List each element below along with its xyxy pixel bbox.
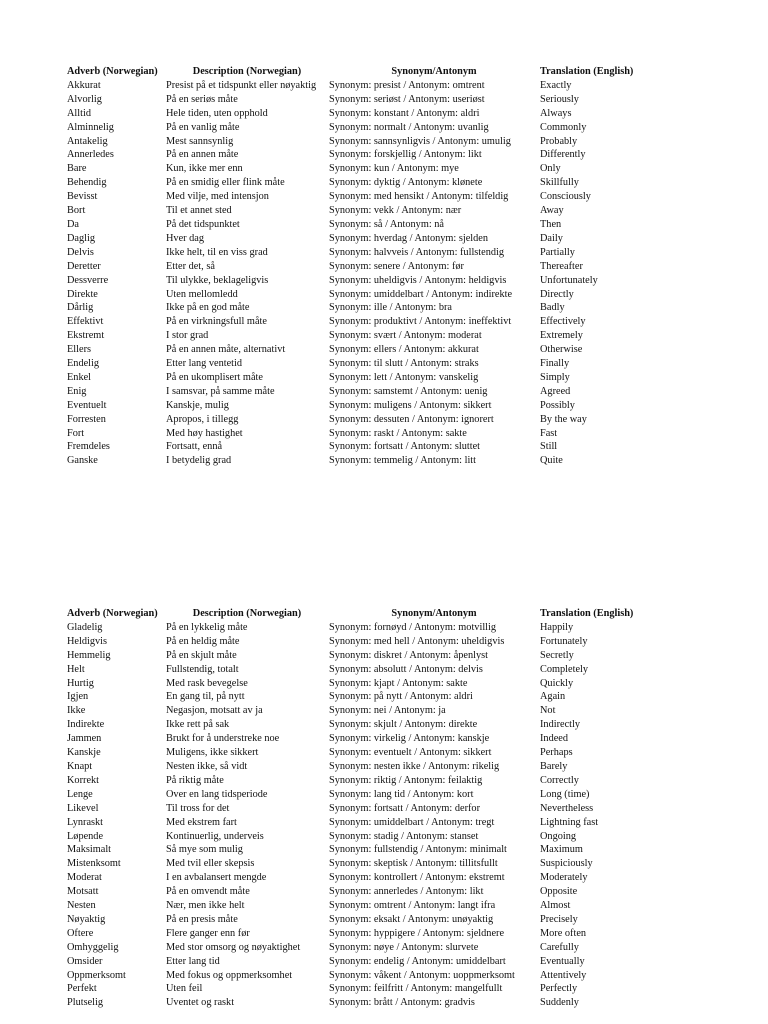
- table-row: [66, 927, 649, 941]
- table-row: [66, 718, 649, 732]
- translation-cell: Quickly: [540, 677, 574, 689]
- description-cell: Nær, men ikke helt: [166, 900, 245, 912]
- translation-cell: Fortunately: [540, 635, 588, 647]
- table-row: [66, 79, 649, 93]
- synonym-antonym-cell: Synonym: dessuten / Antonym: ignorert: [329, 413, 494, 425]
- adverb-cell: Heldigvis: [67, 635, 108, 647]
- translation-cell: Ongoing: [540, 830, 577, 842]
- table-row: [66, 121, 649, 135]
- synonym-antonym-cell: Synonym: skjult / Antonym: direkte: [329, 719, 478, 731]
- translation-cell: Nevertheless: [540, 802, 594, 814]
- translation-cell: Lightning fast: [540, 816, 599, 828]
- translation-cell: Quite: [540, 455, 563, 467]
- synonym-antonym-cell: Synonym: ellers / Antonym: akkurat: [329, 344, 479, 356]
- synonym-antonym-cell: Synonym: umiddelbart / Antonym: tregt: [329, 816, 495, 828]
- table-header-row: [66, 607, 649, 621]
- table-row: [66, 93, 649, 107]
- translation-cell: Away: [540, 205, 564, 217]
- adverb-cell: Alvorlig: [67, 93, 102, 105]
- adverb-table-1: [66, 65, 649, 468]
- synonym-antonym-cell: Synonym: seriøst / Antonym: useriøst: [329, 93, 485, 105]
- synonym-antonym-cell: Synonym: produktivt / Antonym: ineffektivt: [329, 316, 512, 328]
- table-row: [66, 135, 649, 149]
- adverb-cell: Perfekt: [67, 983, 97, 995]
- translation-cell: Thereafter: [540, 260, 583, 272]
- adverb-cell: Helt: [67, 663, 85, 675]
- table-row: [66, 774, 649, 788]
- table-row: [66, 843, 649, 857]
- synonym-antonym-cell: Synonym: virkelig / Antonym: kanskje: [329, 733, 490, 745]
- synonym-antonym-cell: Synonym: senere / Antonym: før: [329, 260, 464, 272]
- synonym-antonym-cell: Synonym: konstant / Antonym: aldri: [329, 107, 480, 119]
- table-row: [66, 176, 649, 190]
- table-row: [66, 802, 649, 816]
- description-cell: Etter lang tid: [166, 955, 220, 967]
- adverb-cell: Behendig: [67, 177, 107, 189]
- description-cell: Over en lang tidsperiode: [166, 788, 268, 800]
- table-row: [66, 260, 649, 274]
- synonym-antonym-cell: Synonym: fullstendig / Antonym: minimalt: [329, 844, 507, 856]
- table-row: [66, 885, 649, 899]
- table-row: [66, 204, 649, 218]
- synonym-antonym-cell: Synonym: eventuelt / Antonym: sikkert: [329, 747, 492, 759]
- adverb-cell: Indirekte: [67, 719, 105, 731]
- description-cell: Negasjon, motsatt av ja: [166, 705, 263, 717]
- table-row: [66, 357, 649, 371]
- table-row: [66, 830, 649, 844]
- adverb-cell: Gladelig: [67, 621, 103, 633]
- synonym-antonym-cell: Synonym: fortsatt / Antonym: sluttet: [329, 441, 481, 453]
- table-row: [66, 732, 649, 746]
- adverb-cell: Daglig: [67, 232, 96, 244]
- translation-cell: Commonly: [540, 121, 587, 133]
- description-cell: Uventet og raskt: [166, 997, 235, 1009]
- adverb-cell: Lynraskt: [67, 816, 104, 828]
- header-synonym-antonym: Synonym/Antonym: [391, 66, 477, 77]
- table-row: [66, 955, 649, 969]
- adverb-cell: Annerledes: [67, 149, 114, 161]
- synonym-antonym-cell: Synonym: raskt / Antonym: sakte: [329, 427, 467, 439]
- translation-cell: Moderately: [540, 872, 588, 884]
- table-row: [66, 399, 649, 413]
- translation-cell: Perhaps: [540, 747, 573, 759]
- adverb-cell: Effektivt: [67, 316, 104, 328]
- translation-cell: Secretly: [540, 649, 574, 661]
- description-cell: Uten feil: [166, 983, 203, 995]
- description-cell: På en vanlig måte: [166, 121, 240, 133]
- table-row: [66, 246, 649, 260]
- synonym-antonym-cell: Synonym: presist / Antonym: omtrent: [329, 79, 485, 91]
- description-cell: Til et annet sted: [166, 205, 232, 217]
- description-cell: Flere ganger enn før: [166, 927, 250, 939]
- translation-cell: Simply: [540, 371, 570, 383]
- adverb-cell: Oppmerksomt: [67, 969, 126, 981]
- table-row: [66, 301, 649, 315]
- synonym-antonym-cell: Synonym: hverdag / Antonym: sjelden: [329, 232, 489, 244]
- translation-cell: Precisely: [540, 913, 578, 925]
- description-cell: På en virkningsfull måte: [166, 316, 267, 328]
- synonym-antonym-cell: Synonym: temmelig / Antonym: litt: [329, 455, 477, 467]
- description-cell: I en avbalansert mengde: [166, 872, 267, 884]
- adverb-cell: Oftere: [67, 927, 94, 939]
- table-row: [66, 427, 649, 441]
- description-cell: På en seriøs måte: [166, 93, 238, 105]
- description-cell: Kanskje, mulig: [166, 399, 229, 411]
- adverb-cell: Omhyggelig: [67, 941, 119, 953]
- description-cell: Hver dag: [166, 232, 205, 244]
- table-body: [66, 621, 649, 1010]
- translation-cell: Only: [540, 163, 561, 175]
- translation-cell: Skillfully: [540, 177, 579, 189]
- table-row: [66, 371, 649, 385]
- translation-cell: Partially: [540, 246, 575, 258]
- table-row: [66, 274, 649, 288]
- translation-cell: Almost: [540, 900, 571, 912]
- translation-cell: Suddenly: [540, 997, 579, 1009]
- table-row: [66, 899, 649, 913]
- table-row: [66, 788, 649, 802]
- translation-cell: Extremely: [540, 330, 583, 342]
- synonym-antonym-cell: Synonym: på nytt / Antonym: aldri: [329, 691, 473, 703]
- description-cell: Etter det, så: [166, 260, 215, 272]
- adverb-cell: Mistenksomt: [67, 858, 121, 870]
- translation-cell: Always: [540, 107, 572, 119]
- translation-cell: Possibly: [540, 399, 575, 411]
- adverb-cell: Alltid: [67, 107, 92, 119]
- adverb-cell: Hurtig: [67, 677, 94, 689]
- synonym-antonym-cell: Synonym: muligens / Antonym: sikkert: [329, 399, 492, 411]
- translation-cell: Daily: [540, 232, 563, 244]
- adverb-cell: Plutselig: [67, 997, 104, 1009]
- adverb-cell: Kanskje: [67, 747, 101, 759]
- description-cell: På riktig måte: [166, 774, 224, 786]
- table-row: [66, 635, 649, 649]
- table-row: [66, 690, 649, 704]
- header-synonym-antonym: Synonym/Antonym: [391, 608, 477, 619]
- synonym-antonym-cell: Synonym: skeptisk / Antonym: tillitsfullt: [329, 858, 498, 870]
- header-description: Description (Norwegian): [192, 66, 302, 77]
- translation-cell: Maximum: [540, 844, 583, 856]
- synonym-antonym-cell: Synonym: med hensikt / Antonym: tilfeldig: [329, 191, 509, 203]
- adverb-cell: Ganske: [67, 455, 98, 467]
- translation-cell: By the way: [540, 413, 587, 425]
- adverb-cell: Endelig: [67, 358, 100, 370]
- translation-cell: Unfortunately: [540, 274, 598, 286]
- adverb-cell: Motsatt: [67, 886, 99, 898]
- adverb-cell: Dårlig: [67, 302, 94, 314]
- synonym-antonym-cell: Synonym: med hell / Antonym: uheldigvis: [329, 635, 505, 647]
- description-cell: Ikke på en god måte: [166, 302, 250, 314]
- synonym-antonym-cell: Synonym: nøye / Antonym: slurvete: [329, 941, 479, 953]
- synonym-antonym-cell: Synonym: dyktig / Antonym: klønete: [329, 177, 483, 189]
- table-row: [66, 996, 649, 1010]
- description-cell: Apropos, i tillegg: [166, 413, 239, 425]
- table-row: [66, 969, 649, 983]
- translation-cell: Effectively: [540, 316, 586, 328]
- table-row: [66, 315, 649, 329]
- translation-cell: Eventually: [540, 955, 585, 967]
- synonym-antonym-cell: Synonym: diskret / Antonym: åpenlyst: [329, 649, 489, 661]
- table-row: [66, 913, 649, 927]
- synonym-antonym-cell: Synonym: kontrollert / Antonym: ekstremt: [329, 872, 505, 884]
- adverb-cell: Antakelig: [67, 135, 108, 147]
- adverb-cell: Direkte: [67, 288, 98, 300]
- adverb-cell: Ikke: [67, 705, 86, 717]
- description-cell: I betydelig grad: [166, 455, 232, 467]
- table-row: [66, 649, 649, 663]
- description-cell: Med rask bevegelse: [166, 677, 248, 689]
- synonym-antonym-cell: Synonym: ille / Antonym: bra: [329, 302, 452, 314]
- table-row: [66, 343, 649, 357]
- description-cell: Brukt for å understreke noe: [166, 733, 280, 745]
- adverb-cell: Enig: [67, 385, 87, 397]
- description-cell: På en annen måte, alternativt: [166, 344, 286, 356]
- synonym-antonym-cell: Synonym: brått / Antonym: gradvis: [329, 997, 475, 1009]
- synonym-antonym-cell: Synonym: fornøyd / Antonym: motvillig: [329, 621, 497, 633]
- adverb-cell: Knapt: [67, 760, 93, 772]
- translation-cell: Indirectly: [540, 719, 581, 731]
- table-row: [66, 677, 649, 691]
- translation-cell: Otherwise: [540, 344, 583, 356]
- description-cell: Med vilje, med intensjon: [166, 191, 269, 203]
- table-row: [66, 162, 649, 176]
- translation-cell: More often: [540, 927, 587, 939]
- adverb-cell: Dessverre: [67, 274, 109, 286]
- description-cell: Kun, ikke mer enn: [166, 163, 243, 175]
- synonym-antonym-cell: Synonym: absolutt / Antonym: delvis: [329, 663, 483, 675]
- adverb-cell: Delvis: [67, 246, 94, 258]
- description-cell: En gang til, på nytt: [166, 691, 245, 703]
- synonym-antonym-cell: Synonym: nesten ikke / Antonym: rikelig: [329, 760, 500, 772]
- table-row: [66, 941, 649, 955]
- table-row: [66, 232, 649, 246]
- adverb-cell: Da: [67, 218, 80, 230]
- header-description: Description (Norwegian): [192, 608, 302, 619]
- translation-cell: Consciously: [540, 191, 591, 203]
- adverb-cell: Nesten: [67, 900, 96, 912]
- description-cell: Mest sannsynlig: [166, 135, 234, 147]
- synonym-antonym-cell: Synonym: så / Antonym: nå: [329, 218, 444, 230]
- adverb-cell: Moderat: [67, 872, 102, 884]
- description-cell: Til tross for det: [166, 802, 230, 814]
- translation-cell: Carefully: [540, 941, 579, 953]
- table-row: [66, 288, 649, 302]
- table-row: [66, 621, 649, 635]
- adverb-cell: Akkurat: [67, 79, 101, 91]
- description-cell: Ikke rett på sak: [166, 719, 230, 731]
- adverb-cell: Ellers: [67, 344, 92, 356]
- table-row: [66, 107, 649, 121]
- synonym-antonym-cell: Synonym: våkent / Antonym: uoppmerksomt: [329, 969, 515, 981]
- synonym-antonym-cell: Synonym: vekk / Antonym: nær: [329, 205, 462, 217]
- translation-cell: Long (time): [540, 788, 590, 800]
- description-cell: Med høy hastighet: [166, 427, 243, 439]
- adverb-cell: Løpende: [67, 830, 104, 842]
- translation-cell: Indeed: [540, 733, 569, 745]
- table-row: [66, 454, 649, 468]
- table-row: [66, 816, 649, 830]
- adverb-cell: Maksimalt: [67, 844, 112, 856]
- description-cell: På det tidspunktet: [166, 218, 240, 230]
- description-cell: Hele tiden, uten opphold: [166, 107, 268, 119]
- adverb-cell: Alminnelig: [67, 121, 114, 133]
- translation-cell: Exactly: [540, 79, 572, 91]
- synonym-antonym-cell: Synonym: eksakt / Antonym: unøyaktig: [329, 913, 494, 925]
- translation-cell: Agreed: [540, 385, 571, 397]
- description-cell: I stor grad: [166, 330, 209, 342]
- table-row: [66, 982, 649, 996]
- translation-cell: Directly: [540, 288, 574, 300]
- adverb-cell: Eventuelt: [67, 399, 107, 411]
- description-cell: På en omvendt måte: [166, 886, 250, 898]
- synonym-antonym-cell: Synonym: nei / Antonym: ja: [329, 705, 446, 717]
- description-cell: På en heldig måte: [166, 635, 240, 647]
- synonym-antonym-cell: Synonym: feilfritt / Antonym: mangelfullt: [329, 983, 503, 995]
- adverb-cell: Omsider: [67, 955, 103, 967]
- synonym-antonym-cell: Synonym: fortsatt / Antonym: derfor: [329, 802, 481, 814]
- table-row: [66, 385, 649, 399]
- synonym-antonym-cell: Synonym: hyppigere / Antonym: sjeldnere: [329, 927, 505, 939]
- adverb-cell: Fort: [67, 427, 85, 439]
- table-row: [66, 663, 649, 677]
- adverb-cell: Forresten: [67, 413, 106, 425]
- description-cell: Uten mellomledd: [166, 288, 238, 300]
- adverb-cell: Ekstremt: [67, 330, 105, 342]
- translation-cell: Correctly: [540, 774, 579, 786]
- adverb-cell: Bevisst: [67, 191, 98, 203]
- description-cell: På en lykkelig måte: [166, 621, 248, 633]
- description-cell: På en smidig eller flink måte: [166, 177, 285, 189]
- translation-cell: Barely: [540, 760, 568, 772]
- translation-cell: Then: [540, 218, 562, 230]
- adverb-cell: Jammen: [67, 733, 102, 745]
- translation-cell: Opposite: [540, 886, 578, 898]
- header-adverb: Adverb (Norwegian): [67, 608, 158, 619]
- description-cell: Kontinuerlig, underveis: [166, 830, 264, 842]
- translation-cell: Again: [540, 691, 566, 703]
- table-row: [66, 190, 649, 204]
- table-row: [66, 871, 649, 885]
- translation-cell: Finally: [540, 358, 570, 370]
- translation-cell: Happily: [540, 621, 574, 633]
- synonym-antonym-cell: Synonym: til slutt / Antonym: straks: [329, 358, 479, 370]
- adverb-cell: Korrekt: [67, 774, 100, 786]
- table-row: [66, 218, 649, 232]
- description-cell: Med fokus og oppmerksomhet: [166, 969, 293, 981]
- adverb-cell: Hemmelig: [67, 649, 111, 661]
- synonym-antonym-cell: Synonym: stadig / Antonym: stanset: [329, 830, 479, 842]
- table-row: [66, 148, 649, 162]
- adverb-cell: Igjen: [67, 691, 89, 703]
- table-row: [66, 760, 649, 774]
- description-cell: Med stor omsorg og nøyaktighet: [166, 941, 301, 953]
- description-cell: På en ukomplisert måte: [166, 371, 263, 383]
- adverb-cell: Deretter: [67, 260, 101, 272]
- description-cell: Med ekstrem fart: [166, 816, 237, 828]
- description-cell: På en annen måte: [166, 149, 239, 161]
- translation-cell: Suspiciously: [540, 858, 593, 870]
- table-body: [66, 79, 649, 468]
- translation-cell: Not: [540, 705, 556, 717]
- synonym-antonym-cell: Synonym: forskjellig / Antonym: likt: [329, 149, 482, 161]
- adverb-cell: Enkel: [67, 371, 92, 383]
- table-row: [66, 704, 649, 718]
- description-cell: Etter lang ventetid: [166, 358, 243, 370]
- table-row: [66, 857, 649, 871]
- translation-cell: Differently: [540, 149, 586, 161]
- adverb-cell: Bare: [67, 163, 87, 175]
- description-cell: Presist på et tidspunkt eller nøyaktig: [166, 79, 317, 91]
- description-cell: Så mye som mulig: [166, 844, 243, 856]
- translation-cell: Fast: [540, 427, 558, 439]
- synonym-antonym-cell: Synonym: omtrent / Antonym: langt ifra: [329, 900, 496, 912]
- table-row: [66, 413, 649, 427]
- table-header-row: [66, 65, 649, 79]
- adverb-cell: Bort: [67, 205, 86, 217]
- synonym-antonym-cell: Synonym: endelig / Antonym: umiddelbart: [329, 955, 506, 967]
- synonym-antonym-cell: Synonym: kun / Antonym: mye: [329, 163, 459, 175]
- adverb-cell: Likevel: [67, 802, 99, 814]
- translation-cell: Probably: [540, 135, 578, 147]
- translation-cell: Badly: [540, 302, 565, 314]
- translation-cell: Seriously: [540, 93, 579, 105]
- synonym-antonym-cell: Synonym: annerledes / Antonym: likt: [329, 886, 484, 898]
- adverb-cell: Lenge: [67, 788, 93, 800]
- table-row: [66, 329, 649, 343]
- synonym-antonym-cell: Synonym: lett / Antonym: vanskelig: [329, 371, 479, 383]
- synonym-antonym-cell: Synonym: svært / Antonym: moderat: [329, 330, 482, 342]
- synonym-antonym-cell: Synonym: lang tid / Antonym: kort: [329, 788, 474, 800]
- adverb-cell: Fremdeles: [67, 441, 110, 453]
- table-row: [66, 440, 649, 454]
- header-adverb: Adverb (Norwegian): [67, 66, 158, 77]
- adverb-table-2: [66, 607, 649, 1010]
- synonym-antonym-cell: Synonym: uheldigvis / Antonym: heldigvis: [329, 274, 507, 286]
- synonym-antonym-cell: Synonym: halvveis / Antonym: fullstendig: [329, 246, 505, 258]
- description-cell: Fullstendig, totalt: [166, 663, 239, 675]
- translation-cell: Still: [540, 441, 558, 453]
- header-translation: Translation (English): [540, 66, 634, 77]
- synonym-antonym-cell: Synonym: riktig / Antonym: feilaktig: [329, 774, 483, 786]
- synonym-antonym-cell: Synonym: samstemt / Antonym: uenig: [329, 385, 488, 397]
- translation-cell: Attentively: [540, 969, 587, 981]
- description-cell: Nesten ikke, så vidt: [166, 760, 248, 772]
- table-row: [66, 746, 649, 760]
- synonym-antonym-cell: Synonym: sannsynligvis / Antonym: umulig: [329, 135, 511, 147]
- adverb-cell: Nøyaktig: [67, 913, 106, 925]
- synonym-antonym-cell: Synonym: normalt / Antonym: uvanlig: [329, 121, 489, 133]
- description-cell: I samsvar, på samme måte: [166, 385, 275, 397]
- description-cell: Til ulykke, beklageligvis: [166, 274, 269, 286]
- description-cell: Muligens, ikke sikkert: [166, 747, 259, 759]
- translation-cell: Completely: [540, 663, 589, 675]
- description-cell: Med tvil eller skepsis: [166, 858, 255, 870]
- synonym-antonym-cell: Synonym: kjapt / Antonym: sakte: [329, 677, 468, 689]
- synonym-antonym-cell: Synonym: umiddelbart / Antonym: indirekte: [329, 288, 513, 300]
- translation-cell: Perfectly: [540, 983, 578, 995]
- description-cell: Fortsatt, ennå: [166, 441, 223, 453]
- description-cell: På en skjult måte: [166, 649, 237, 661]
- header-translation: Translation (English): [540, 608, 634, 619]
- description-cell: På en presis måte: [166, 913, 238, 925]
- description-cell: Ikke helt, til en viss grad: [166, 246, 268, 258]
